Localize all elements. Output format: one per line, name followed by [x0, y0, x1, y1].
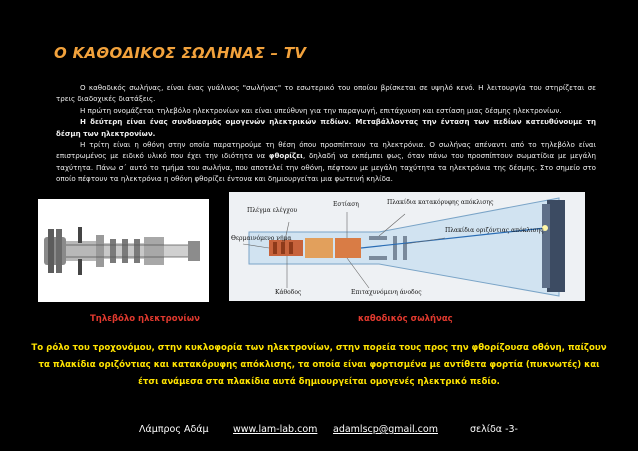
label-horizontal-plates: Πλακίδια οριζόντιας απόκλισης	[445, 227, 544, 234]
electron-gun-photo	[38, 199, 209, 302]
electron-gun-illustration	[38, 199, 209, 302]
body-text	[56, 82, 596, 185]
paragraph-screen-part2: , δηλαδή να εκπέμπει φως, όταν πάνω του προσπίπτουν σωματίδια με μεγάλη ταχύτητα. Πάνω σ΄ αυτό το τμήμα του σωλήνα, που αποτελεί την οθόνη, πέφτουν με μεγάλη ταχύτητα τα ηλεκτρόνια της δέσμης. Στο σημείο στο οποίο πέφτουν τα ηλεκτρόνια η οθόνη φθορίζει έντονα και δημιουργείται μια φωτεινή κηλίδα.	[56, 151, 596, 184]
page-title: Ο ΚΑΘΟΔΙΚΟΣ ΣΩΛΗΝΑΣ – TV	[54, 44, 307, 62]
page-number: σελίδα -3-	[470, 424, 518, 435]
email-link[interactable]: adamlscp@gmail.com	[333, 424, 438, 435]
crt-diagram	[229, 192, 585, 301]
label-control-grid: Πλέγμα ελέγχου	[247, 207, 298, 214]
highlight-note: Το ρόλο του τροχονόμου, στην κυκλοφορία των ηλεκτρονίων, στην πορεία τους προς την φθορίζουσα οθόνη, παίζουν τα πλακίδια οριζόντιας και κατακόρυφης απόκλισης, τα οποία είναι φορτισμένα με αντίθετα φορτία (πυκνωτές) και έτσι ανάμεσα στα πλακίδια αυτά δημιουργείται ομογενές ηλεκτρικό πεδίο.	[31, 343, 607, 387]
footer-website	[233, 424, 317, 435]
paragraph-fields	[56, 116, 596, 139]
footer-author: Λάμπρος Αδάμ	[139, 424, 209, 435]
crt-diagram-drawing	[229, 192, 585, 301]
paragraph-screen-part1: Η τρίτη είναι η οθόνη στην οποία παρατηρούμε τη θέση όπου προσπίπτουν τα ηλεκτρόνια. Ο σωλήνας απέναντι από το τηλεβόλο είναι επιστρωμένος με ειδικό υλικό που έχει την ιδιότητα να	[56, 140, 596, 161]
label-accelerating-anode: Επιταχυνόμενη άνοδος	[351, 289, 422, 296]
website-link[interactable]: www.lam-lab.com	[233, 424, 318, 435]
paragraph-screen-bold: φθορίζει	[268, 151, 303, 161]
paragraph-intro: Ο καθοδικός σωλήνας, είναι ένας γυάλινος "σωλήνας" το εσωτερικό του οποίου βρίσκεται σε υψηλό κενό. Η λειτουργία του στηρίζεται σε τρεις διαδοχικές διατάξεις.	[56, 83, 596, 104]
caption-electron-gun: Τηλεβόλο ηλεκτρονίων	[90, 314, 200, 324]
label-focus: Εστίαση	[333, 201, 359, 208]
footer-email	[333, 424, 438, 435]
caption-crt: καθοδικός σωλήνας	[358, 314, 453, 324]
label-cathode: Κάθοδος	[275, 289, 302, 296]
label-vertical-plates: Πλακίδια κατακόρυφης απόκλισης	[387, 199, 494, 206]
label-heater-filament: Θερμαινόμενο νήμα	[231, 235, 292, 242]
paragraph-screen	[56, 139, 596, 185]
paragraph-electron-gun: Η πρώτη ονομάζεται τηλεβόλο ηλεκτρονίων και είναι υπεύθυνη για την παραγωγή, επιτάχυνση και εστίαση μιας δέσμης ηλεκτρονίων.	[80, 105, 562, 115]
paragraph-fields-bold: Η δεύτερη είναι ένας συνδυασμός ομογενών ηλεκτρικών πεδίων. Μεταβάλλοντας την ένταση των πεδίων κατευθύνουμε τη δέσμη των ηλεκτρονίων.	[56, 117, 596, 138]
